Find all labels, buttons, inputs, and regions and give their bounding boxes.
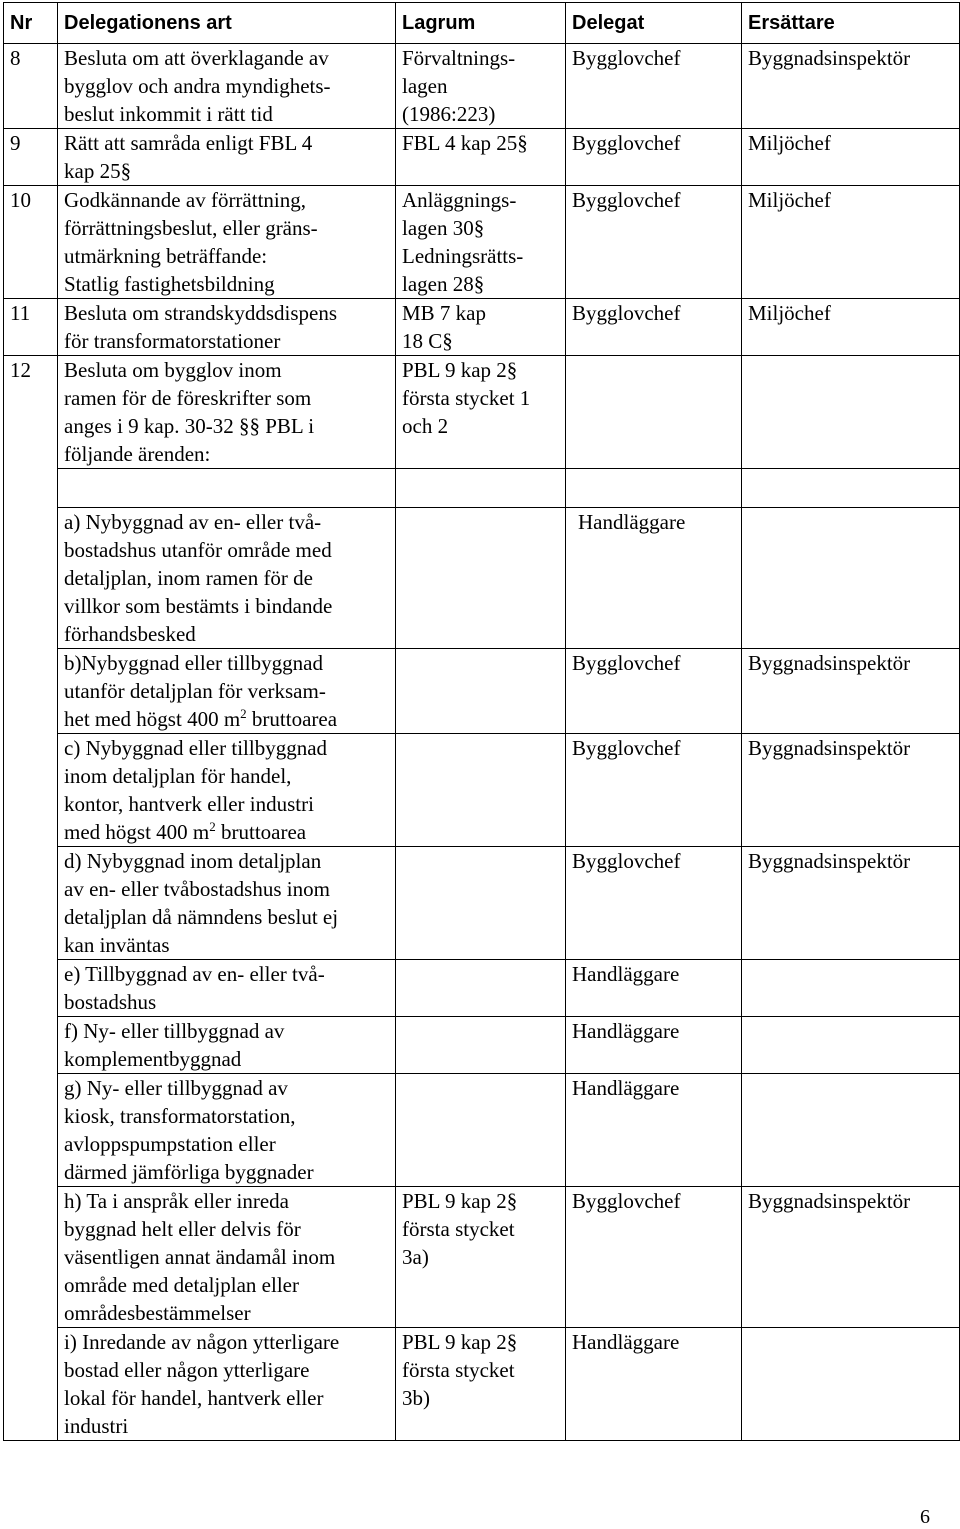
subitem-art [58,649,396,734]
spacer-cell [396,469,566,508]
subitem-art: f) Ny- eller tillbyggnad av komplementbyggnad [58,1017,396,1074]
subitem-lagrum [396,1017,566,1074]
superscript: 2 [240,706,247,721]
row-nr: 11 [4,299,58,356]
subitem-delegat: Handläggare [566,1017,742,1074]
subitem-art: a) Nybyggnad av en- eller två- bostadshus utanför område med detaljplan, inom ramen för de villkor som bestämts i bindande förhandsbesked [58,508,396,649]
subitem-row [4,734,960,847]
table-row [4,129,960,186]
subitem-lagrum [396,649,566,734]
subitem-lagrum [396,734,566,847]
row-art: Besluta om strandskyddsdispens för transformatorstationer [58,299,396,356]
header-lagrum: Lagrum [396,3,566,44]
row-nr: 9 [4,129,58,186]
subitem-delegat: Handläggare [566,508,742,649]
table-row [4,44,960,129]
row-nr-text: 12 [10,358,31,382]
row-ersattare: Miljöchef [742,299,960,356]
superscript: 2 [209,819,216,834]
subitem-art-text: bruttoarea [215,820,307,844]
subitem-art: g) Ny- eller tillbyggnad av kiosk, transformatorstation, avloppspumpstation eller därmed jämförliga byggnader [58,1074,396,1187]
subitem-row [4,1017,960,1074]
row-lagrum: Anläggnings- lagen 30§ Ledningsrätts- lagen 28§ [396,186,566,299]
subitem-lagrum: PBL 9 kap 2§ första stycket 3a) [396,1187,566,1328]
row-ersattare: Byggnadsinspektör [742,44,960,129]
subitem-row [4,847,960,960]
header-delegat: Delegat [566,3,742,44]
subitem-art [58,734,396,847]
row-ersattare: Miljöchef [742,129,960,186]
subitem-ersattare [742,960,960,1017]
row-delegat: Bygglovchef [566,44,742,129]
subitem-delegat: Handläggare [566,1328,742,1441]
row-delegat: Bygglovchef [566,129,742,186]
subitem-art-text: bruttoarea [246,707,338,731]
subitem-delegat: Handläggare [566,1074,742,1187]
subitem-delegat: Bygglovchef [566,734,742,847]
subitem-lagrum [396,847,566,960]
row-lagrum: Förvaltnings- lagen (1986:223) [396,44,566,129]
subitem-ersattare: Byggnadsinspektör [742,649,960,734]
row-lagrum: MB 7 kap 18 C§ [396,299,566,356]
subitem-delegat: Bygglovchef [566,1187,742,1328]
row-art: Besluta om bygglov inom ramen för de föreskrifter som anges i 9 kap. 30-32 §§ PBL i följande ärenden: [58,356,396,469]
row-ersattare: Miljöchef [742,186,960,299]
subitem-row [4,649,960,734]
subitem-ersattare: Byggnadsinspektör [742,1187,960,1328]
subitem-lagrum [396,960,566,1017]
subitem-ersattare [742,1017,960,1074]
row-delegat: Bygglovchef [566,186,742,299]
subitem-lagrum: PBL 9 kap 2§ första stycket 3b) [396,1328,566,1441]
row-art: Rätt att samråda enligt FBL 4 kap 25§ [58,129,396,186]
page-number: 6 [920,1506,930,1528]
subitem-row [4,1074,960,1187]
row-nr [4,356,58,1441]
subitem-art: h) Ta i anspråk eller inreda byggnad helt eller delvis för väsentligen annat ändamål inom område med detaljplan eller områdesbestämmelser [58,1187,396,1328]
subitem-ersattare [742,508,960,649]
row-art: Besluta om att överklagande av bygglov och andra myndighets- beslut inkommit i rätt tid [58,44,396,129]
row-delegat: Bygglovchef [566,299,742,356]
table-row [4,356,960,469]
subitem-art: d) Nybyggnad inom detaljplan av en- eller tvåbostadshus inom detaljplan då nämndens beslut ej kan inväntas [58,847,396,960]
subitem-lagrum [396,508,566,649]
row-delegat [566,356,742,469]
subitem-row [4,1328,960,1441]
subitem-row [4,508,960,649]
row-lagrum: FBL 4 kap 25§ [396,129,566,186]
row-nr: 10 [4,186,58,299]
subitem-lagrum [396,1074,566,1187]
row-ersattare [742,356,960,469]
subitem-row [4,960,960,1017]
table-row [4,299,960,356]
spacer-cell [566,469,742,508]
spacer-cell [58,469,396,508]
subitem-delegat: Handläggare [566,960,742,1017]
subitem-ersattare [742,1074,960,1187]
table-row [4,186,960,299]
subitem-delegat: Bygglovchef [566,847,742,960]
subitem-art: i) Inredande av någon ytterligare bostad eller någon ytterligare lokal för handel, hantverk eller industri [58,1328,396,1441]
subitem-row [4,1187,960,1328]
subitem-delegat: Bygglovchef [566,649,742,734]
subitem-art-text: b)Nybyggnad eller tillbyggnad utanför detaljplan för verksam- het med högst 400 m [64,651,326,731]
subitem-art-text: c) Nybyggnad eller tillbyggnad inom detaljplan för handel, kontor, hantverk eller industri med högst 400 m [64,736,328,844]
subitem-ersattare [742,1328,960,1441]
subitem-art: e) Tillbyggnad av en- eller två- bostadshus [58,960,396,1017]
row-spacer [4,469,960,508]
delegation-table [3,2,960,1441]
subitem-ersattare: Byggnadsinspektör [742,847,960,960]
subitem-ersattare: Byggnadsinspektör [742,734,960,847]
row-lagrum: PBL 9 kap 2§ första stycket 1 och 2 [396,356,566,469]
header-nr: Nr [4,3,58,44]
row-art: Godkännande av förrättning, förrättningsbeslut, eller gräns- utmärkning beträffande: Statlig fastighetsbildning [58,186,396,299]
spacer-cell [742,469,960,508]
header-ersattare: Ersättare [742,3,960,44]
row-nr: 8 [4,44,58,129]
table-header-row [4,3,960,44]
header-art: Delegationens art [58,3,396,44]
